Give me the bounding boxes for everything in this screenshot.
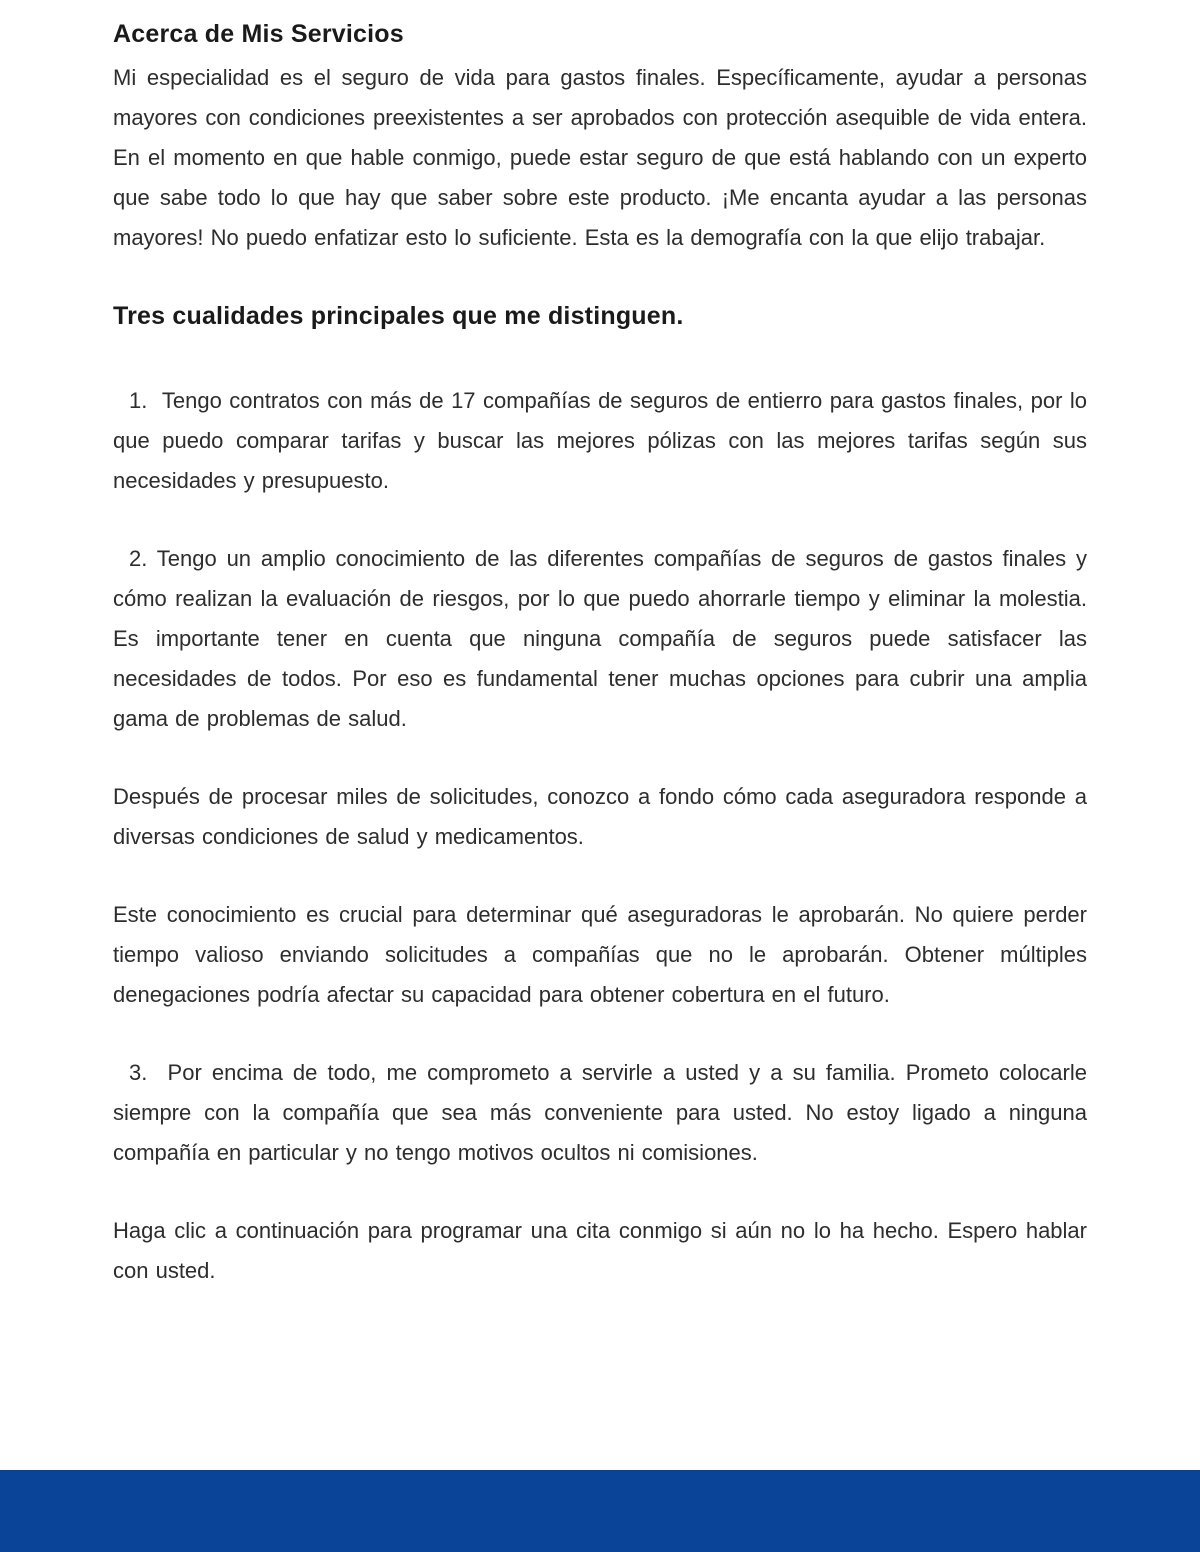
page-content [113,14,1087,1291]
intro-paragraph: Mi especialidad es el seguro de vida para gastos finales. Específicamente, ayudar a personas mayores con condiciones preexistentes a ser aprobados con protección asequible de vida entera. En el momento en que hable conmigo, puede estar seguro de que está hablando con un experto que sabe todo lo que hay que saber sobre este producto. ¡Me encanta ayudar a las personas mayores! No puedo enfatizar esto lo suficiente. Esta es la demografía con la que elijo trabajar. [113,65,1087,250]
knowledge-paragraph: Este conocimiento es crucial para determinar qué aseguradoras le aprobarán. No quiere perder tiempo valioso enviando solicitudes a compañías que no le aprobarán. Obtener múltiples denegaciones podría afectar su capacidad para obtener cobertura en el futuro. [113,902,1087,1007]
quality-item-1: 1. Tengo contratos con más de 17 compañías de seguros de entierro para gastos finales, por lo que puedo comparar tarifas y buscar las mejores pólizas con las mejores tarifas según sus necesidades y presupuesto. [113,388,1087,493]
qualities-heading: Tres cualidades principales que me distinguen. [113,302,684,330]
cta-paragraph: Haga clic a continuación para programar una cita conmigo si aún no lo ha hecho. Espero hablar con usted. [113,1218,1087,1283]
about-services-heading: Acerca de Mis Servicios [113,20,404,48]
experience-paragraph: Después de procesar miles de solicitudes, conozco a fondo cómo cada aseguradora responde a diversas condiciones de salud y medicamentos. [113,784,1087,849]
quality-item-3: 3. Por encima de todo, me comprometo a servirle a usted y a su familia. Prometo colocarle siempre con la compañía que sea más conveniente para usted. No estoy ligado a ninguna compañía en particular y no tengo motivos ocultos ni comisiones. [113,1060,1087,1165]
quality-item-2: 2. Tengo un amplio conocimiento de las diferentes compañías de seguros de gastos finales y cómo realizan la evaluación de riesgos, por lo que puedo ahorrarle tiempo y eliminar la molestia. Es importante tener en cuenta que ninguna compañía de seguros puede satisfacer las necesidades de todos. Por eso es fundamental tener muchas opciones para cubrir una amplia gama de problemas de salud. [113,546,1087,731]
footer-bar [0,1470,1200,1552]
